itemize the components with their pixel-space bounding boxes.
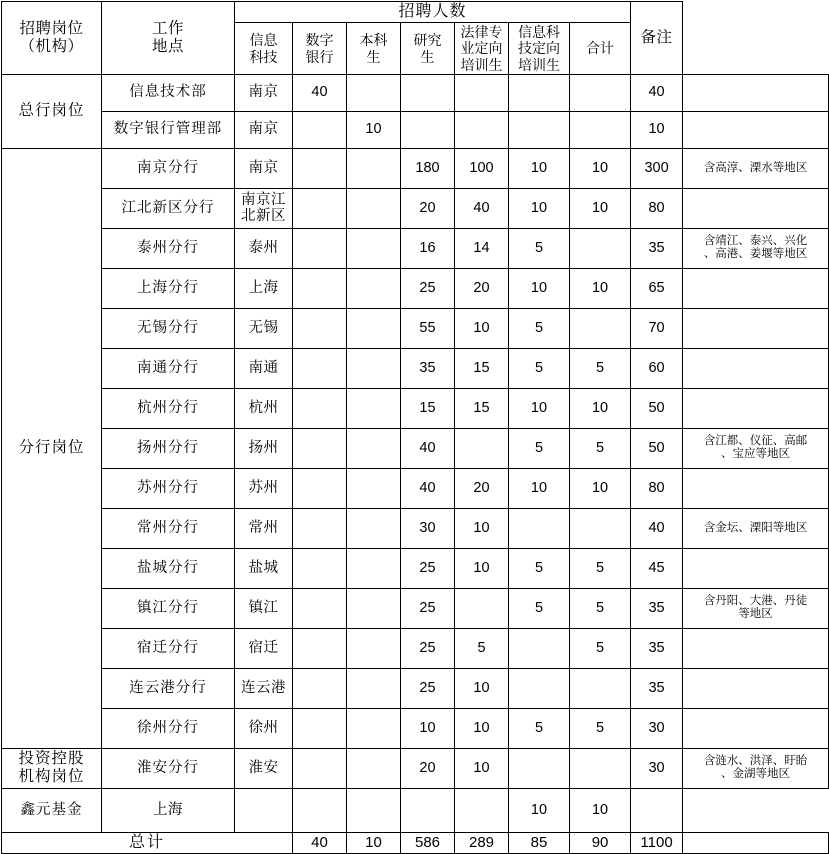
footer-law-trainee: 85 — [509, 832, 570, 853]
count-it-trainee — [570, 74, 631, 111]
count-total: 70 — [631, 308, 683, 348]
count-law-trainee: 10 — [509, 188, 570, 228]
unit-cell: 苏州分行 — [102, 468, 235, 508]
location-cell: 无锡 — [235, 308, 293, 348]
footer-it: 40 — [293, 832, 347, 853]
count-it-trainee — [570, 228, 631, 268]
unit-cell: 淮安分行 — [102, 748, 235, 788]
location-cell: 南京 — [235, 148, 293, 188]
remark-cell: 含高淳、溧水等地区 — [683, 148, 829, 188]
count-law-trainee: 5 — [509, 308, 570, 348]
count-postgraduate: 15 — [455, 388, 509, 428]
count-undergraduate — [347, 788, 401, 832]
count-it — [293, 428, 347, 468]
remark-cell — [683, 548, 829, 588]
count-digital-bank — [347, 268, 401, 308]
location-cell: 杭州 — [235, 388, 293, 428]
unit-cell: 信息技术部 — [102, 74, 235, 111]
count-total: 50 — [631, 388, 683, 428]
count-total: 30 — [631, 708, 683, 748]
count-it: 40 — [293, 74, 347, 111]
table-row — [2, 148, 829, 188]
count-total: 80 — [631, 468, 683, 508]
footer-postgraduate: 289 — [455, 832, 509, 853]
remark-cell — [683, 308, 829, 348]
count-postgraduate: 15 — [455, 348, 509, 388]
location-cell: 常州 — [235, 508, 293, 548]
count-it-trainee: 5 — [570, 348, 631, 388]
count-digital-bank — [347, 708, 401, 748]
remark-cell — [683, 708, 829, 748]
count-undergraduate: 40 — [401, 428, 455, 468]
count-digital-bank — [347, 508, 401, 548]
count-total: 40 — [631, 74, 683, 111]
table-row — [2, 668, 829, 708]
count-undergraduate: 25 — [401, 588, 455, 628]
location-cell: 苏州 — [235, 468, 293, 508]
count-postgraduate: 10 — [455, 548, 509, 588]
count-undergraduate: 40 — [401, 468, 455, 508]
count-law-trainee: 5 — [509, 708, 570, 748]
count-undergraduate: 30 — [401, 508, 455, 548]
recruitment-plan-table — [1, 1, 829, 854]
count-postgraduate: 10 — [455, 708, 509, 748]
count-it — [293, 628, 347, 668]
location-cell: 扬州 — [235, 428, 293, 468]
count-postgraduate: 40 — [455, 188, 509, 228]
count-postgraduate — [401, 788, 455, 832]
count-it — [293, 668, 347, 708]
header-location — [102, 2, 235, 75]
count-total: 50 — [631, 428, 683, 468]
location-cell: 上海 — [235, 268, 293, 308]
count-it — [293, 268, 347, 308]
count-undergraduate: 20 — [401, 188, 455, 228]
table-body — [2, 74, 829, 832]
unit-cell: 徐州分行 — [102, 708, 235, 748]
count-postgraduate: 5 — [455, 628, 509, 668]
table-row — [2, 111, 829, 148]
count-law-trainee: 10 — [509, 468, 570, 508]
count-it — [293, 228, 347, 268]
count-undergraduate: 55 — [401, 308, 455, 348]
count-digital-bank — [347, 468, 401, 508]
count-digital-bank — [347, 188, 401, 228]
count-digital-bank — [347, 748, 401, 788]
remark-cell: 含江都、仪征、高邮 、宝应等地区 — [683, 428, 829, 468]
table-row — [2, 428, 829, 468]
header-sub-it-trainee: 信息科 技定向 培训生 — [509, 23, 570, 74]
location-cell: 镇江 — [235, 588, 293, 628]
count-undergraduate: 10 — [401, 708, 455, 748]
count-it — [293, 508, 347, 548]
table-row — [2, 748, 829, 788]
count-digital-bank — [347, 74, 401, 111]
count-digital-bank — [347, 308, 401, 348]
remark-cell — [683, 628, 829, 668]
unit-cell: 泰州分行 — [102, 228, 235, 268]
table-row — [2, 548, 829, 588]
count-law-trainee — [509, 628, 570, 668]
count-it-trainee: 5 — [570, 628, 631, 668]
count-it — [293, 348, 347, 388]
remark-cell — [683, 348, 829, 388]
count-undergraduate — [401, 111, 455, 148]
count-law-trainee — [509, 748, 570, 788]
header-sub-undergraduate: 本科 生 — [347, 23, 401, 74]
table-row — [2, 74, 829, 111]
footer-total: 1100 — [631, 832, 683, 853]
count-law-trainee: 5 — [509, 348, 570, 388]
count-law-trainee: 5 — [509, 588, 570, 628]
count-law-trainee — [509, 508, 570, 548]
location-cell: 南京 — [235, 111, 293, 148]
count-postgraduate — [455, 111, 509, 148]
count-it-trainee: 10 — [570, 468, 631, 508]
table-row-total — [2, 832, 829, 853]
unit-cell: 镇江分行 — [102, 588, 235, 628]
count-undergraduate: 25 — [401, 548, 455, 588]
header-remark: 备注 — [631, 2, 683, 75]
remark-cell — [683, 111, 829, 148]
count-it-trainee — [570, 748, 631, 788]
count-law-trainee: 5 — [509, 428, 570, 468]
unit-cell: 连云港分行 — [102, 668, 235, 708]
count-undergraduate: 25 — [401, 668, 455, 708]
count-undergraduate: 16 — [401, 228, 455, 268]
unit-cell: 南京分行 — [102, 148, 235, 188]
header-location-text: 工作 地点 — [151, 20, 184, 55]
unit-cell: 南通分行 — [102, 348, 235, 388]
count-postgraduate — [455, 588, 509, 628]
count-law-trainee: 5 — [509, 228, 570, 268]
header-position: 招聘岗位（机构） — [2, 2, 102, 75]
location-cell: 宿迁 — [235, 628, 293, 668]
count-digital-bank — [347, 628, 401, 668]
count-digital-bank — [347, 228, 401, 268]
count-digital-bank — [347, 388, 401, 428]
count-total: 35 — [631, 668, 683, 708]
footer-undergraduate: 586 — [401, 832, 455, 853]
count-total: 300 — [631, 148, 683, 188]
count-digital-bank — [347, 348, 401, 388]
unit-cell: 盐城分行 — [102, 548, 235, 588]
count-undergraduate: 15 — [401, 388, 455, 428]
count-total: 80 — [631, 188, 683, 228]
unit-cell: 无锡分行 — [102, 308, 235, 348]
count-postgraduate: 100 — [455, 148, 509, 188]
footer-it-trainee: 90 — [570, 832, 631, 853]
count-it — [293, 588, 347, 628]
count-it-trainee: 5 — [570, 588, 631, 628]
footer-label: 总计 — [2, 832, 293, 853]
table-row — [2, 348, 829, 388]
count-digital-bank — [347, 428, 401, 468]
table-row — [2, 708, 829, 748]
count-it-trainee: 10 — [509, 788, 570, 832]
count-total: 35 — [631, 628, 683, 668]
location-cell: 盐城 — [235, 548, 293, 588]
count-it-trainee: 10 — [570, 188, 631, 228]
count-it — [293, 188, 347, 228]
remark-cell — [631, 788, 683, 832]
count-total: 40 — [631, 508, 683, 548]
table-row — [2, 788, 829, 832]
location-cell: 南京江 北新区 — [235, 188, 293, 228]
count-it-trainee — [570, 308, 631, 348]
count-total: 10 — [631, 111, 683, 148]
unit-cell: 鑫元基金 — [2, 788, 102, 832]
count-digital-bank — [347, 148, 401, 188]
count-law-trainee — [509, 111, 570, 148]
count-total: 60 — [631, 348, 683, 388]
header-headcount-group: 招聘人数 — [235, 2, 631, 23]
count-total: 30 — [631, 748, 683, 788]
count-it — [293, 111, 347, 148]
unit-cell: 上海分行 — [102, 268, 235, 308]
count-digital-bank: 10 — [347, 111, 401, 148]
location-cell: 南京 — [235, 74, 293, 111]
category-cell: 总行岗位 — [2, 74, 102, 148]
recruitment-table-page — [0, 1, 829, 852]
table-row — [2, 308, 829, 348]
count-total: 35 — [631, 588, 683, 628]
count-postgraduate: 10 — [455, 508, 509, 548]
count-it — [293, 468, 347, 508]
location-cell: 连云港 — [235, 668, 293, 708]
count-law-trainee: 10 — [509, 268, 570, 308]
count-it-trainee — [570, 111, 631, 148]
header-sub-it: 信息 科技 — [235, 23, 293, 74]
count-law-trainee: 10 — [509, 148, 570, 188]
count-it — [293, 308, 347, 348]
remark-cell — [683, 468, 829, 508]
remark-cell — [683, 188, 829, 228]
count-it-trainee: 10 — [570, 148, 631, 188]
footer-remark — [683, 832, 829, 853]
location-cell: 南通 — [235, 348, 293, 388]
header-row-group — [2, 2, 829, 23]
header-sub-digital-bank: 数字 银行 — [293, 23, 347, 74]
count-total: 10 — [570, 788, 631, 832]
table-row — [2, 228, 829, 268]
location-cell: 淮安 — [235, 748, 293, 788]
count-undergraduate: 25 — [401, 268, 455, 308]
table-row — [2, 588, 829, 628]
unit-cell: 宿迁分行 — [102, 628, 235, 668]
count-law-trainee — [455, 788, 509, 832]
count-digital-bank — [347, 668, 401, 708]
count-undergraduate: 180 — [401, 148, 455, 188]
unit-cell: 数字银行管理部 — [102, 111, 235, 148]
header-sub-postgraduate: 研究 生 — [401, 23, 455, 74]
count-it-trainee — [570, 508, 631, 548]
count-law-trainee: 5 — [509, 548, 570, 588]
count-it — [293, 388, 347, 428]
count-postgraduate: 10 — [455, 668, 509, 708]
table-row — [2, 628, 829, 668]
remark-cell — [683, 74, 829, 111]
table-row — [2, 268, 829, 308]
category-cell: 投资控股 机构岗位 — [2, 748, 102, 788]
remark-cell — [683, 268, 829, 308]
count-postgraduate: 20 — [455, 468, 509, 508]
count-it-trainee: 5 — [570, 548, 631, 588]
count-law-trainee: 10 — [509, 388, 570, 428]
remark-cell: 含丹阳、大港、丹徒 等地区 — [683, 588, 829, 628]
count-law-trainee — [509, 668, 570, 708]
count-postgraduate: 10 — [455, 748, 509, 788]
header-sub-law-trainee: 法律专 业定向 培训生 — [455, 23, 509, 74]
count-postgraduate — [455, 74, 509, 111]
table-row — [2, 468, 829, 508]
count-postgraduate — [455, 428, 509, 468]
count-postgraduate: 10 — [455, 308, 509, 348]
remark-cell: 含涟水、洪泽、盱眙 、金湖等地区 — [683, 748, 829, 788]
table-footer — [2, 832, 829, 853]
count-undergraduate: 35 — [401, 348, 455, 388]
category-cell: 分行岗位 — [2, 148, 102, 748]
remark-cell — [683, 668, 829, 708]
count-it-trainee — [570, 668, 631, 708]
count-undergraduate — [401, 74, 455, 111]
count-it — [235, 788, 293, 832]
header-sub-total: 合计 — [570, 23, 631, 74]
count-it — [293, 748, 347, 788]
table-row — [2, 188, 829, 228]
count-total: 45 — [631, 548, 683, 588]
count-digital-bank — [347, 588, 401, 628]
count-it — [293, 148, 347, 188]
count-undergraduate: 25 — [401, 628, 455, 668]
count-digital-bank — [293, 788, 347, 832]
count-total: 35 — [631, 228, 683, 268]
count-it — [293, 708, 347, 748]
unit-cell: 江北新区分行 — [102, 188, 235, 228]
count-it-trainee: 10 — [570, 268, 631, 308]
remark-cell — [683, 388, 829, 428]
location-cell: 徐州 — [235, 708, 293, 748]
count-digital-bank — [347, 548, 401, 588]
location-cell: 泰州 — [235, 228, 293, 268]
unit-cell: 扬州分行 — [102, 428, 235, 468]
count-law-trainee — [509, 74, 570, 111]
count-undergraduate: 20 — [401, 748, 455, 788]
count-postgraduate: 14 — [455, 228, 509, 268]
unit-cell: 常州分行 — [102, 508, 235, 548]
footer-digital-bank: 10 — [347, 832, 401, 853]
count-it-trainee: 10 — [570, 388, 631, 428]
table-row — [2, 508, 829, 548]
count-postgraduate: 20 — [455, 268, 509, 308]
remark-cell: 含金坛、溧阳等地区 — [683, 508, 829, 548]
count-total: 65 — [631, 268, 683, 308]
remark-cell: 含靖江、泰兴、兴化 、高港、姜堰等地区 — [683, 228, 829, 268]
count-it-trainee: 5 — [570, 708, 631, 748]
count-it-trainee: 5 — [570, 428, 631, 468]
count-it — [293, 548, 347, 588]
location-cell: 上海 — [102, 788, 235, 832]
unit-cell: 杭州分行 — [102, 388, 235, 428]
table-header — [2, 2, 829, 75]
table-row — [2, 388, 829, 428]
